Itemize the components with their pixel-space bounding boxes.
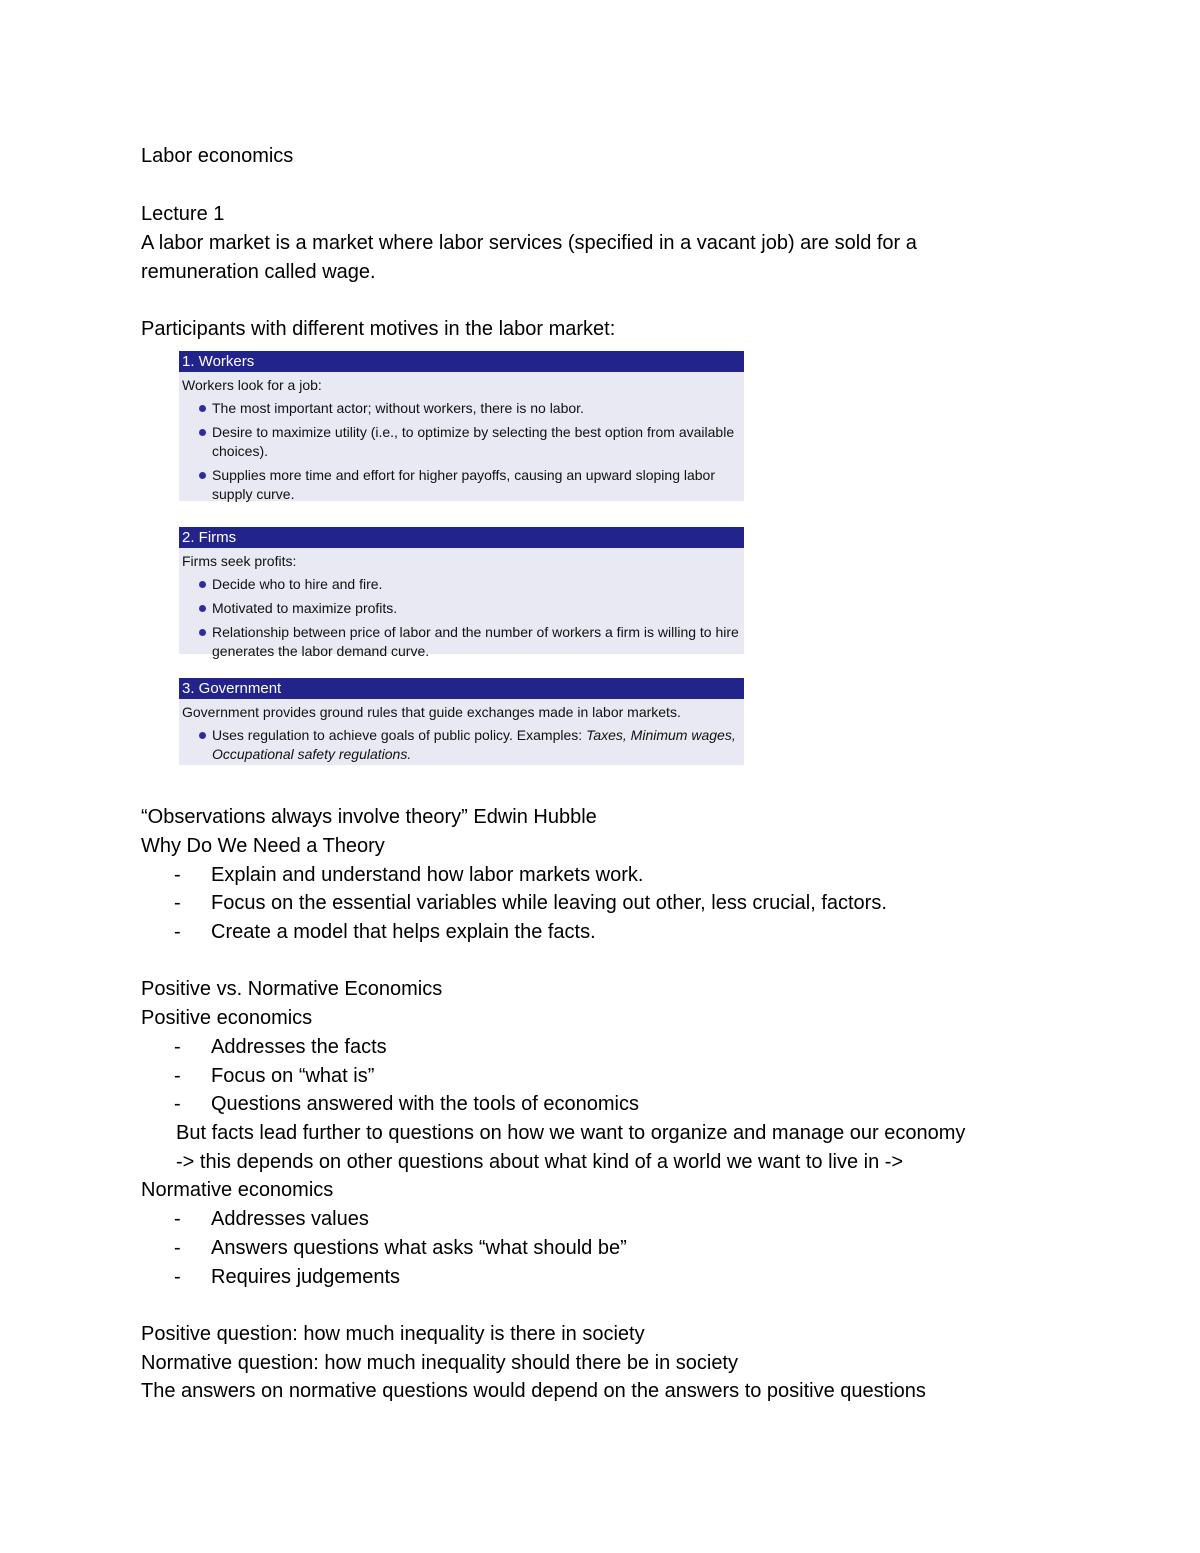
list-item <box>174 1090 639 1118</box>
list-item-text: Explain and understand how labor markets work. <box>211 864 644 886</box>
list-item <box>174 1033 387 1061</box>
normative-heading: Normative economics <box>141 1179 334 1201</box>
list-item <box>174 1234 627 1262</box>
list-dash: - <box>174 1266 181 1288</box>
bridge-line-1: But facts lead further to questions on how we want to organize and manage our economy <box>176 1122 966 1144</box>
closing-statement: The answers on normative questions would depend on the answers to positive questions <box>141 1380 926 1402</box>
government-bullet-text: Uses regulation to achieve goals of public policy. Examples: <box>212 727 587 743</box>
government-box <box>179 678 744 765</box>
workers-bullet: Desire to maximize utility (i.e., to optimize by selecting the best option from available choices). <box>182 423 744 461</box>
workers-bullet: Supplies more time and effort for higher payoffs, causing an upward sloping labor supply curve. <box>182 466 744 504</box>
list-dash: - <box>174 1208 181 1230</box>
list-item-text: Addresses the facts <box>211 1036 387 1058</box>
list-dash: - <box>174 1036 181 1058</box>
list-item-text: Questions answered with the tools of economics <box>211 1093 639 1115</box>
firms-box-title: 2. Firms <box>179 527 744 548</box>
theory-heading: Why Do We Need a Theory <box>141 835 385 857</box>
list-dash: - <box>174 1093 181 1115</box>
list-dash: - <box>174 1237 181 1259</box>
workers-bullet: The most important actor; without workers, there is no labor. <box>182 399 744 418</box>
list-dash: - <box>174 1065 181 1087</box>
list-item <box>174 1263 400 1291</box>
list-dash: - <box>174 864 181 886</box>
positive-question: Positive question: how much inequality is there in society <box>141 1323 645 1345</box>
normative-question: Normative question: how much inequality should there be in society <box>141 1352 738 1374</box>
government-intro: Government provides ground rules that guide exchanges made in labor markets. <box>182 704 681 720</box>
definition-line-2: remuneration called wage. <box>141 261 376 283</box>
list-item-text: Requires judgements <box>211 1266 400 1288</box>
government-bullet-examples: Taxes, Minimum wages, Occupational safety regulations. <box>212 727 736 762</box>
definition-line-1: A labor market is a market where labor services (specified in a vacant job) are sold for a <box>141 232 917 254</box>
lecture-heading: Lecture 1 <box>141 203 225 225</box>
pvn-heading: Positive vs. Normative Economics <box>141 978 443 1000</box>
list-item-text: Answers questions what asks “what should be” <box>211 1237 627 1259</box>
firms-bullet: Relationship between price of labor and the number of workers a firm is willing to hire generates the labor demand curve. <box>182 623 744 661</box>
hubble-quote: “Observations always involve theory” Edwin Hubble <box>141 806 597 828</box>
government-bullet <box>182 726 744 764</box>
workers-intro: Workers look for a job: <box>182 377 322 393</box>
firms-intro: Firms seek profits: <box>182 553 297 569</box>
list-item <box>174 1205 369 1233</box>
list-item-text: Addresses values <box>211 1208 369 1230</box>
list-item-text: Focus on the essential variables while leaving out other, less crucial, factors. <box>211 892 887 914</box>
list-item <box>174 918 596 946</box>
list-dash: - <box>174 921 181 943</box>
firms-bullet: Decide who to hire and fire. <box>182 575 744 594</box>
document-title: Labor economics <box>141 145 294 167</box>
list-item <box>174 889 887 917</box>
positive-heading: Positive economics <box>141 1007 313 1029</box>
list-item <box>174 861 643 889</box>
list-dash: - <box>174 892 181 914</box>
participants-heading: Participants with different motives in the labor market: <box>141 318 616 340</box>
firms-box <box>179 527 744 659</box>
workers-box <box>179 351 744 501</box>
workers-box-title: 1. Workers <box>179 351 744 372</box>
list-item <box>174 1062 374 1090</box>
list-item-text: Focus on “what is” <box>211 1065 375 1087</box>
firms-bullet: Motivated to maximize profits. <box>182 599 744 618</box>
list-item-text: Create a model that helps explain the facts. <box>211 921 596 943</box>
bridge-line-2: -> this depends on other questions about what kind of a world we want to live in -> <box>176 1151 904 1173</box>
government-box-title: 3. Government <box>179 678 744 699</box>
